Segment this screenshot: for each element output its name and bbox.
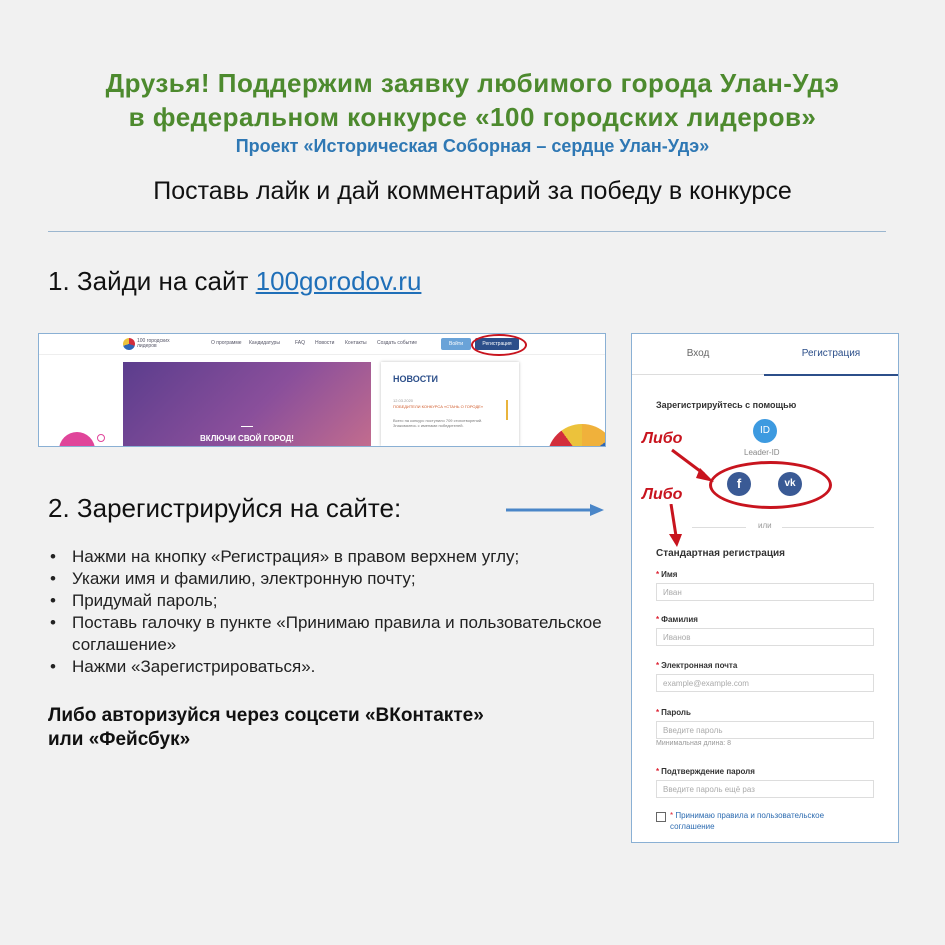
news-card[interactable] bbox=[381, 362, 519, 446]
confirm-password-label: * Подтверждение пароля bbox=[656, 767, 755, 776]
menu-item-contacts[interactable]: Контакты bbox=[345, 340, 367, 346]
first-name-label: * Имя bbox=[656, 570, 678, 579]
register-button[interactable]: Регистрация bbox=[475, 338, 519, 350]
leader-id-label: Leader-ID bbox=[744, 448, 780, 457]
agree-checkbox[interactable] bbox=[656, 812, 666, 822]
annotation-either-1: Либо bbox=[642, 430, 683, 447]
or-label: или bbox=[758, 521, 772, 530]
annotation-arrow-icon bbox=[670, 448, 716, 484]
step-1 bbox=[48, 266, 421, 297]
news-body: Всего на конкурс поступило 709 стихотворений. Знакомьтесь с именами победителей. bbox=[393, 418, 483, 428]
banner-text: ВКЛЮЧИ СВОЙ ГОРОД! bbox=[200, 434, 294, 443]
list-item: • Укажи имя и фамилию, электронную почту; bbox=[46, 568, 626, 590]
decor-ring-left bbox=[97, 434, 105, 442]
site-preview bbox=[38, 333, 606, 447]
password-input[interactable]: Введите пароль bbox=[656, 721, 874, 739]
decor-circle-left bbox=[59, 432, 95, 447]
site-nav bbox=[39, 334, 605, 355]
decor-circle-right bbox=[547, 424, 606, 447]
password-label: * Пароль bbox=[656, 708, 691, 717]
registration-form bbox=[631, 333, 899, 843]
news-heading: НОВОСТИ bbox=[393, 374, 439, 384]
site-link[interactable]: 100gorodov.ru bbox=[255, 266, 422, 296]
call-to-action: Поставь лайк и дай комментарий за победу в конкурсе bbox=[153, 177, 792, 205]
instructions-list bbox=[46, 546, 626, 678]
project-name: Проект «Историческая Соборная – сердце Улан-Удэ» bbox=[235, 136, 710, 156]
confirm-password-input[interactable]: Введите пароль ещё раз bbox=[656, 780, 874, 798]
logo-text-2: лидеров bbox=[137, 343, 157, 349]
list-item: • Нажми «Зарегистрироваться». bbox=[46, 656, 626, 678]
list-item: • Нажми на кнопку «Регистрация» в правом верхнем углу; bbox=[46, 546, 626, 568]
login-button[interactable]: Войти bbox=[441, 338, 471, 350]
annotation-either-2: Либо bbox=[642, 486, 683, 503]
news-date: 12.03.2020 bbox=[393, 398, 414, 403]
logo-text-1: 100 городских bbox=[137, 338, 170, 344]
social-login-note bbox=[48, 704, 608, 752]
title-line-2: в федеральном конкурсе «100 городских лидеров» bbox=[128, 102, 817, 132]
banner-dash bbox=[241, 426, 253, 427]
menu-item-about[interactable]: О программе bbox=[211, 340, 242, 346]
menu-item-faq[interactable]: FAQ bbox=[295, 340, 306, 346]
tab-login[interactable]: Вход bbox=[632, 334, 764, 375]
list-item: • Поставь галочку в пункте «Принимаю правила и пользовательское соглашение» bbox=[46, 612, 626, 656]
vk-icon[interactable]: vk bbox=[778, 472, 802, 496]
news-title[interactable]: ПОБЕДИТЕЛИ КОНКУРСА «СТАНЬ О ГОРОДЕ» bbox=[393, 404, 484, 409]
first-name-input[interactable]: Иван bbox=[656, 583, 874, 601]
arrow-right-icon bbox=[506, 503, 606, 517]
password-hint: Минимальная длина: 8 bbox=[656, 740, 732, 747]
menu-item-news[interactable]: Новости bbox=[315, 340, 335, 346]
last-name-label: * Фамилия bbox=[656, 615, 698, 624]
hero-banner[interactable] bbox=[123, 362, 371, 446]
register-highlight-ring bbox=[471, 334, 527, 356]
or-divider-right bbox=[782, 527, 874, 528]
tab-register[interactable]: Регистрация bbox=[764, 334, 898, 376]
step-2-label: 2. Зарегистрируйся на сайте: bbox=[48, 493, 402, 523]
news-scrollbar[interactable] bbox=[506, 400, 508, 420]
social-note-line-1: Либо авторизуйся через соцсети «ВКонтакте» bbox=[48, 705, 484, 726]
divider bbox=[48, 231, 886, 232]
standard-registration-label: Стандартная регистрация bbox=[656, 548, 785, 559]
email-input[interactable]: example@example.com bbox=[656, 674, 874, 692]
email-label: * Электронная почта bbox=[656, 661, 738, 670]
register-with-label: Зарегистрируйтесь с помощью bbox=[656, 400, 797, 410]
leader-id-icon[interactable]: ID bbox=[753, 419, 777, 443]
annotation-arrow-down-icon bbox=[668, 504, 684, 548]
menu-item-create-event[interactable]: Создать событие bbox=[377, 340, 418, 346]
site-logo-icon bbox=[123, 338, 135, 350]
facebook-icon[interactable]: f bbox=[727, 472, 751, 496]
last-name-input[interactable]: Иванов bbox=[656, 628, 874, 646]
agree-label[interactable]: * Принимаю правила и пользовательское соглашение bbox=[670, 811, 825, 831]
or-divider-left bbox=[692, 527, 746, 528]
title-line-1: Друзья! Поддержим заявку любимого города Улан-Удэ bbox=[105, 68, 840, 98]
social-note-line-2: или «Фейсбук» bbox=[48, 729, 191, 750]
list-item: • Придумай пароль; bbox=[46, 590, 626, 612]
menu-item-candidates[interactable]: Кандидатуры bbox=[249, 340, 280, 346]
step-1-label: 1. Зайди на сайт bbox=[48, 266, 256, 296]
site-logo-text bbox=[137, 339, 170, 349]
